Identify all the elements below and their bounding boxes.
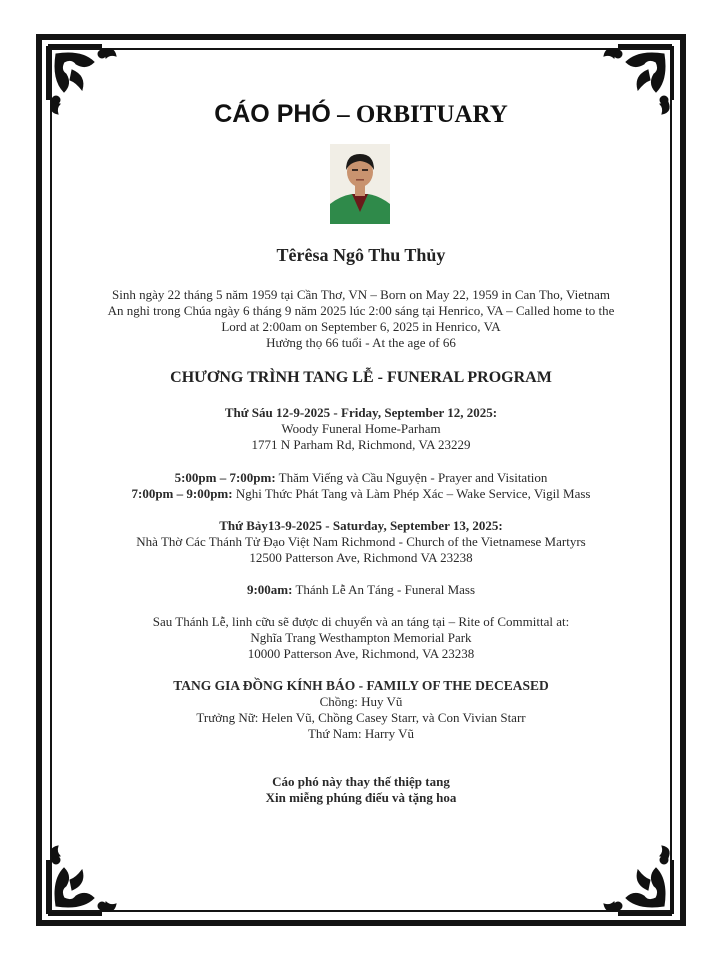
event-description: Thánh Lễ An Táng - Funeral Mass — [292, 582, 476, 597]
portrait-photo — [330, 144, 390, 224]
day1-venue: Woody Funeral Home-Parham — [281, 421, 441, 436]
portrait-illustration — [330, 144, 390, 224]
committal-address: 10000 Patterson Ave, Richmond, VA 23238 — [247, 646, 475, 661]
committal-intro: Sau Thánh Lễ, linh cữu sẽ được di chuyển và an táng tại – Rite of Committal at: — [152, 614, 570, 629]
death-line-1: An nghỉ trong Chúa ngày 6 tháng 9 năm 2025 lúc 2:00 sáng tại Henrico, VA – Called home to the — [107, 303, 615, 318]
closing-line-2: Xin miễng phúng điếu và tặng hoa — [265, 790, 457, 805]
day1-event-visitation — [64, 470, 658, 486]
family-son: Thứ Nam: Harry Vũ — [307, 726, 415, 741]
page-title — [64, 100, 658, 129]
event-time: 5:00pm – 7:00pm: — [174, 470, 276, 485]
event-description: Thăm Viếng và Cầu Nguyện - Prayer and Visitation — [275, 470, 548, 485]
day2-venue: Nhà Thờ Các Thánh Tử Đạo Việt Nam Richmond - Church of the Vietnamese Martyrs — [136, 534, 586, 549]
event-description: Nghi Thức Phát Tang và Làm Phép Xác – Wake Service, Vigil Mass — [232, 486, 591, 501]
committal-venue: Nghĩa Trang Westhampton Memorial Park — [250, 630, 472, 645]
title-vietnamese: CÁO PHÓ — [214, 100, 331, 128]
birth-line: Sinh ngày 22 tháng 5 năm 1959 tại Cần Thơ, VN – Born on May 22, 1959 in Can Tho, Vietnam — [111, 287, 611, 302]
day2-event-mass — [64, 582, 658, 598]
family-husband: Chồng: Huy Vũ — [319, 694, 403, 709]
day1-event-wake — [64, 486, 658, 502]
age-line: Hưởng thọ 66 tuổi - At the age of 66 — [266, 335, 456, 350]
event-time: 7:00pm – 9:00pm: — [131, 486, 233, 501]
title-english: ORBITUARY — [355, 101, 508, 128]
day2-address: 12500 Patterson Ave, Richmond VA 23238 — [249, 550, 473, 565]
family-heading: TANG GIA ĐỒNG KÍNH BÁO - FAMILY OF THE DECEASED — [173, 678, 549, 693]
day1-address: 1771 N Parham Rd, Richmond, VA 23229 — [251, 437, 471, 452]
family-daughter: Trưởng Nữ: Helen Vũ, Chồng Casey Starr, và Con Vivian Starr — [196, 710, 526, 725]
corner-ornament-bottom-right — [598, 840, 678, 920]
corner-ornament-bottom-left — [42, 840, 122, 920]
title-separator: – — [337, 101, 350, 128]
day2-date: Thứ Bảy13-9-2025 - Saturday, September 13, 2025: — [219, 518, 503, 533]
death-line-2: Lord at 2:00am on September 6, 2025 in Henrico, VA — [221, 319, 501, 334]
deceased-name: Têrêsa Ngô Thu Thủy — [276, 245, 446, 265]
event-time: 9:00am: — [246, 582, 293, 597]
closing-line-1: Cáo phó này thay thế thiệp tang — [272, 774, 450, 789]
day1-date: Thứ Sáu 12-9-2025 - Friday, September 12, 2025: — [224, 405, 498, 420]
program-heading: CHƯƠNG TRÌNH TANG LỄ - FUNERAL PROGRAM — [170, 369, 552, 386]
